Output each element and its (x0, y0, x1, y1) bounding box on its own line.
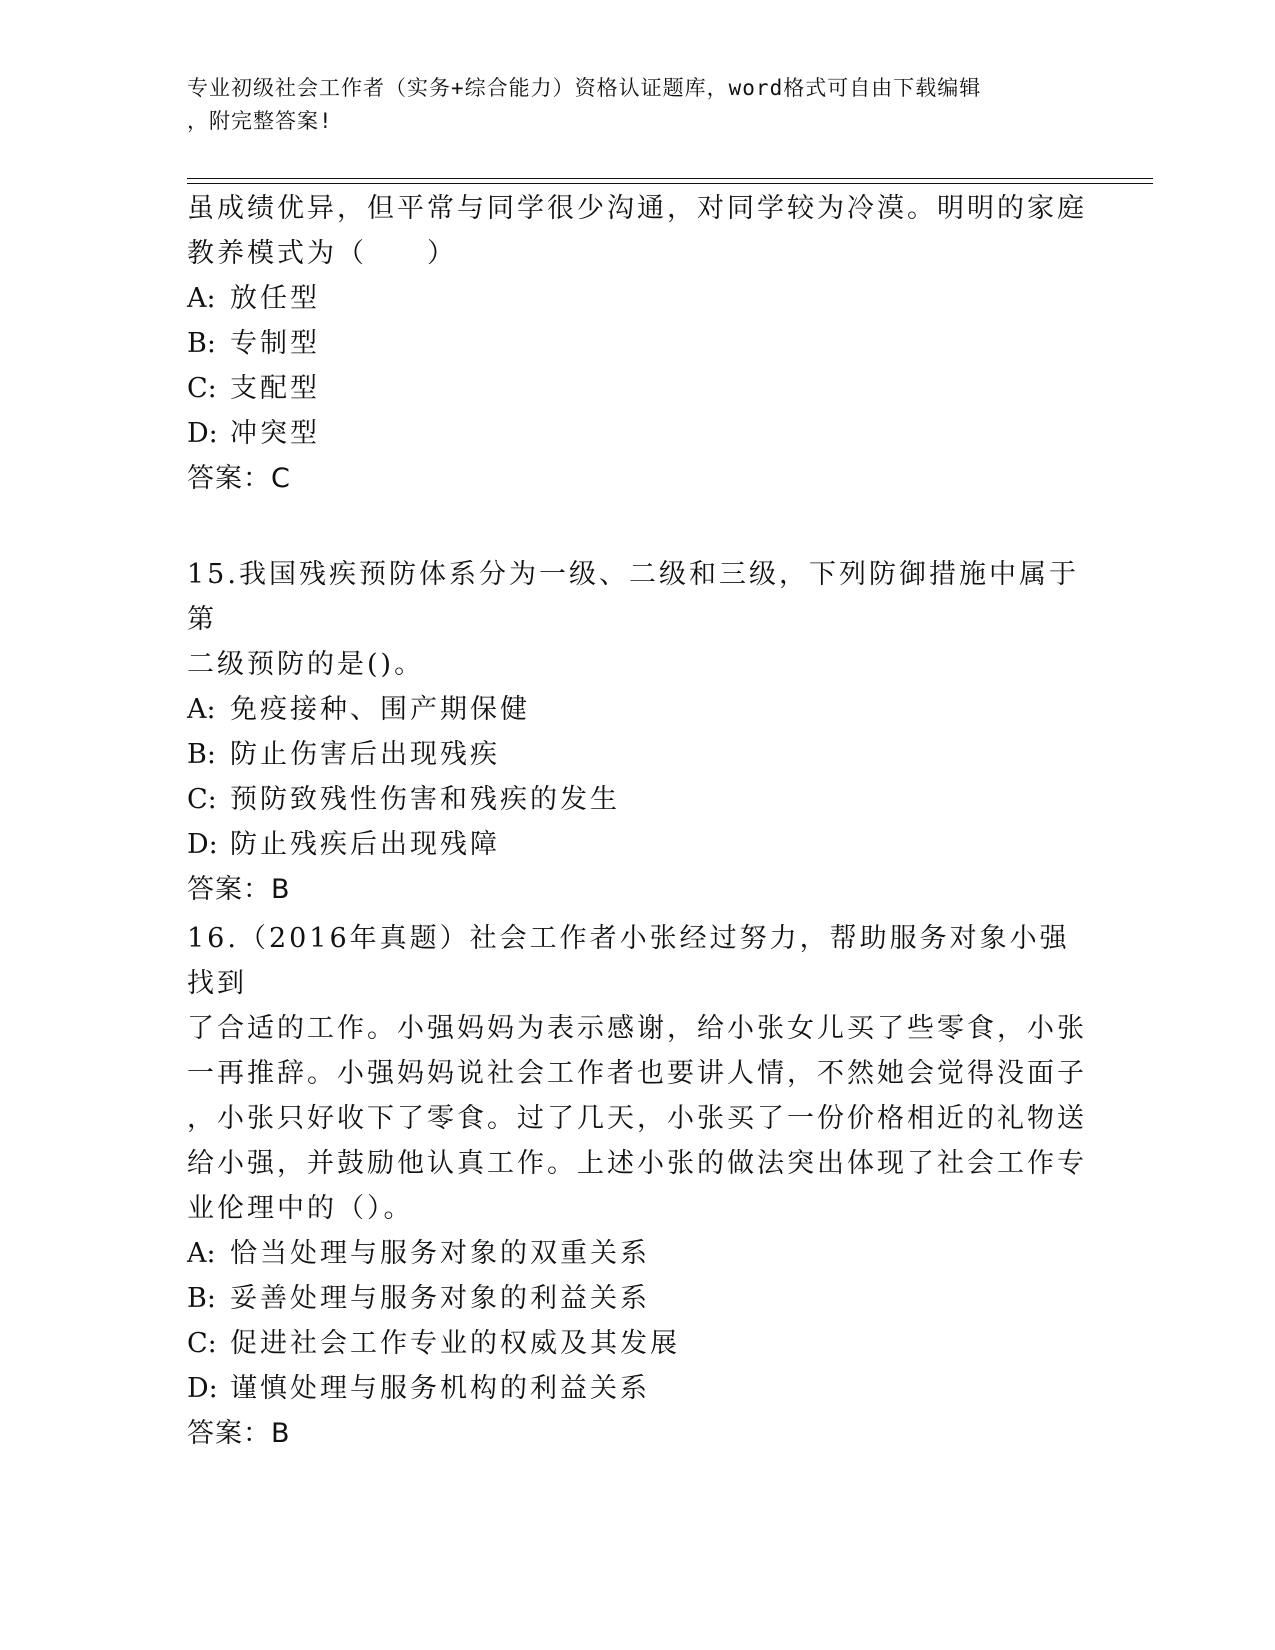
question-line: 二级预防的是()。 (187, 649, 425, 680)
option-c (187, 366, 1087, 411)
option-label: B: (187, 739, 216, 770)
option-label: C: (187, 784, 217, 815)
option-label: A: (187, 1238, 216, 1269)
option-text: 预防致残性伤害和残疾的发生 (230, 784, 620, 815)
question-line: 16.（2016年真题）社会工作者小张经过努力，帮助服务对象小强找到 (187, 923, 1070, 999)
question-line: ，小张只好收下了零食。过了几天，小张买了一份价格相近的礼物送 (187, 1103, 1087, 1134)
question-line: 教养模式为（ ） (187, 238, 457, 269)
option-text: 免疫接种、围产期保健 (230, 694, 530, 725)
option-b (187, 732, 1087, 777)
question-16 (187, 916, 1087, 1456)
option-b (187, 321, 1087, 366)
header-rule-top (187, 178, 1153, 179)
option-d (187, 1366, 1087, 1411)
option-text: 防止残疾后出现残障 (230, 829, 500, 860)
option-text: 冲突型 (230, 418, 320, 449)
option-label: B: (187, 328, 216, 359)
question-15 (187, 552, 1087, 912)
header-line-2: ，附完整答案! (187, 109, 333, 133)
option-a (187, 687, 1087, 732)
option-text: 放任型 (230, 283, 320, 314)
option-b (187, 1276, 1087, 1321)
option-d (187, 411, 1087, 456)
answer-line: 答案：C (187, 463, 291, 494)
option-c (187, 777, 1087, 822)
option-text: 专制型 (230, 328, 320, 359)
header-rule-bottom (187, 183, 1153, 184)
option-label: D: (187, 829, 218, 860)
question-line: 业伦理中的（）。 (187, 1193, 414, 1224)
answer-line: 答案：B (187, 1418, 291, 1449)
option-text: 防止伤害后出现残疾 (230, 739, 500, 770)
question-line: 15.我国残疾预防体系分为一级、二级和三级，下列防御措施中属于第 (187, 559, 1079, 635)
option-d (187, 822, 1087, 867)
option-label: D: (187, 418, 218, 449)
option-text: 恰当处理与服务对象的双重关系 (230, 1238, 650, 1269)
header-line-1: 专业初级社会工作者（实务+综合能力）资格认证题库，word格式可自由下载编辑 (187, 76, 982, 100)
question-line: 了合适的工作。小强妈妈为表示感谢，给小张女儿买了些零食，小张 (187, 1013, 1087, 1044)
option-c (187, 1321, 1087, 1366)
option-text: 支配型 (230, 373, 320, 404)
option-a (187, 276, 1087, 321)
page-header (187, 72, 1087, 138)
question-line: 虽成绩优异，但平常与同学很少沟通，对同学较为冷漠。明明的家庭 (187, 193, 1087, 224)
question-continued (187, 186, 1087, 501)
option-label: C: (187, 1328, 217, 1359)
option-label: A: (187, 283, 216, 314)
question-line: 一再推辞。小强妈妈说社会工作者也要讲人情，不然她会觉得没面子 (187, 1058, 1087, 1089)
option-label: B: (187, 1283, 216, 1314)
option-text: 促进社会工作专业的权威及其发展 (230, 1328, 680, 1359)
option-label: D: (187, 1373, 218, 1404)
question-line: 给小强，并鼓励他认真工作。上述小张的做法突出体现了社会工作专 (187, 1148, 1087, 1179)
option-text: 谨慎处理与服务机构的利益关系 (230, 1373, 650, 1404)
answer-line: 答案：B (187, 874, 291, 905)
option-label: C: (187, 373, 217, 404)
option-text: 妥善处理与服务对象的利益关系 (230, 1283, 650, 1314)
option-a (187, 1231, 1087, 1276)
option-label: A: (187, 694, 216, 725)
